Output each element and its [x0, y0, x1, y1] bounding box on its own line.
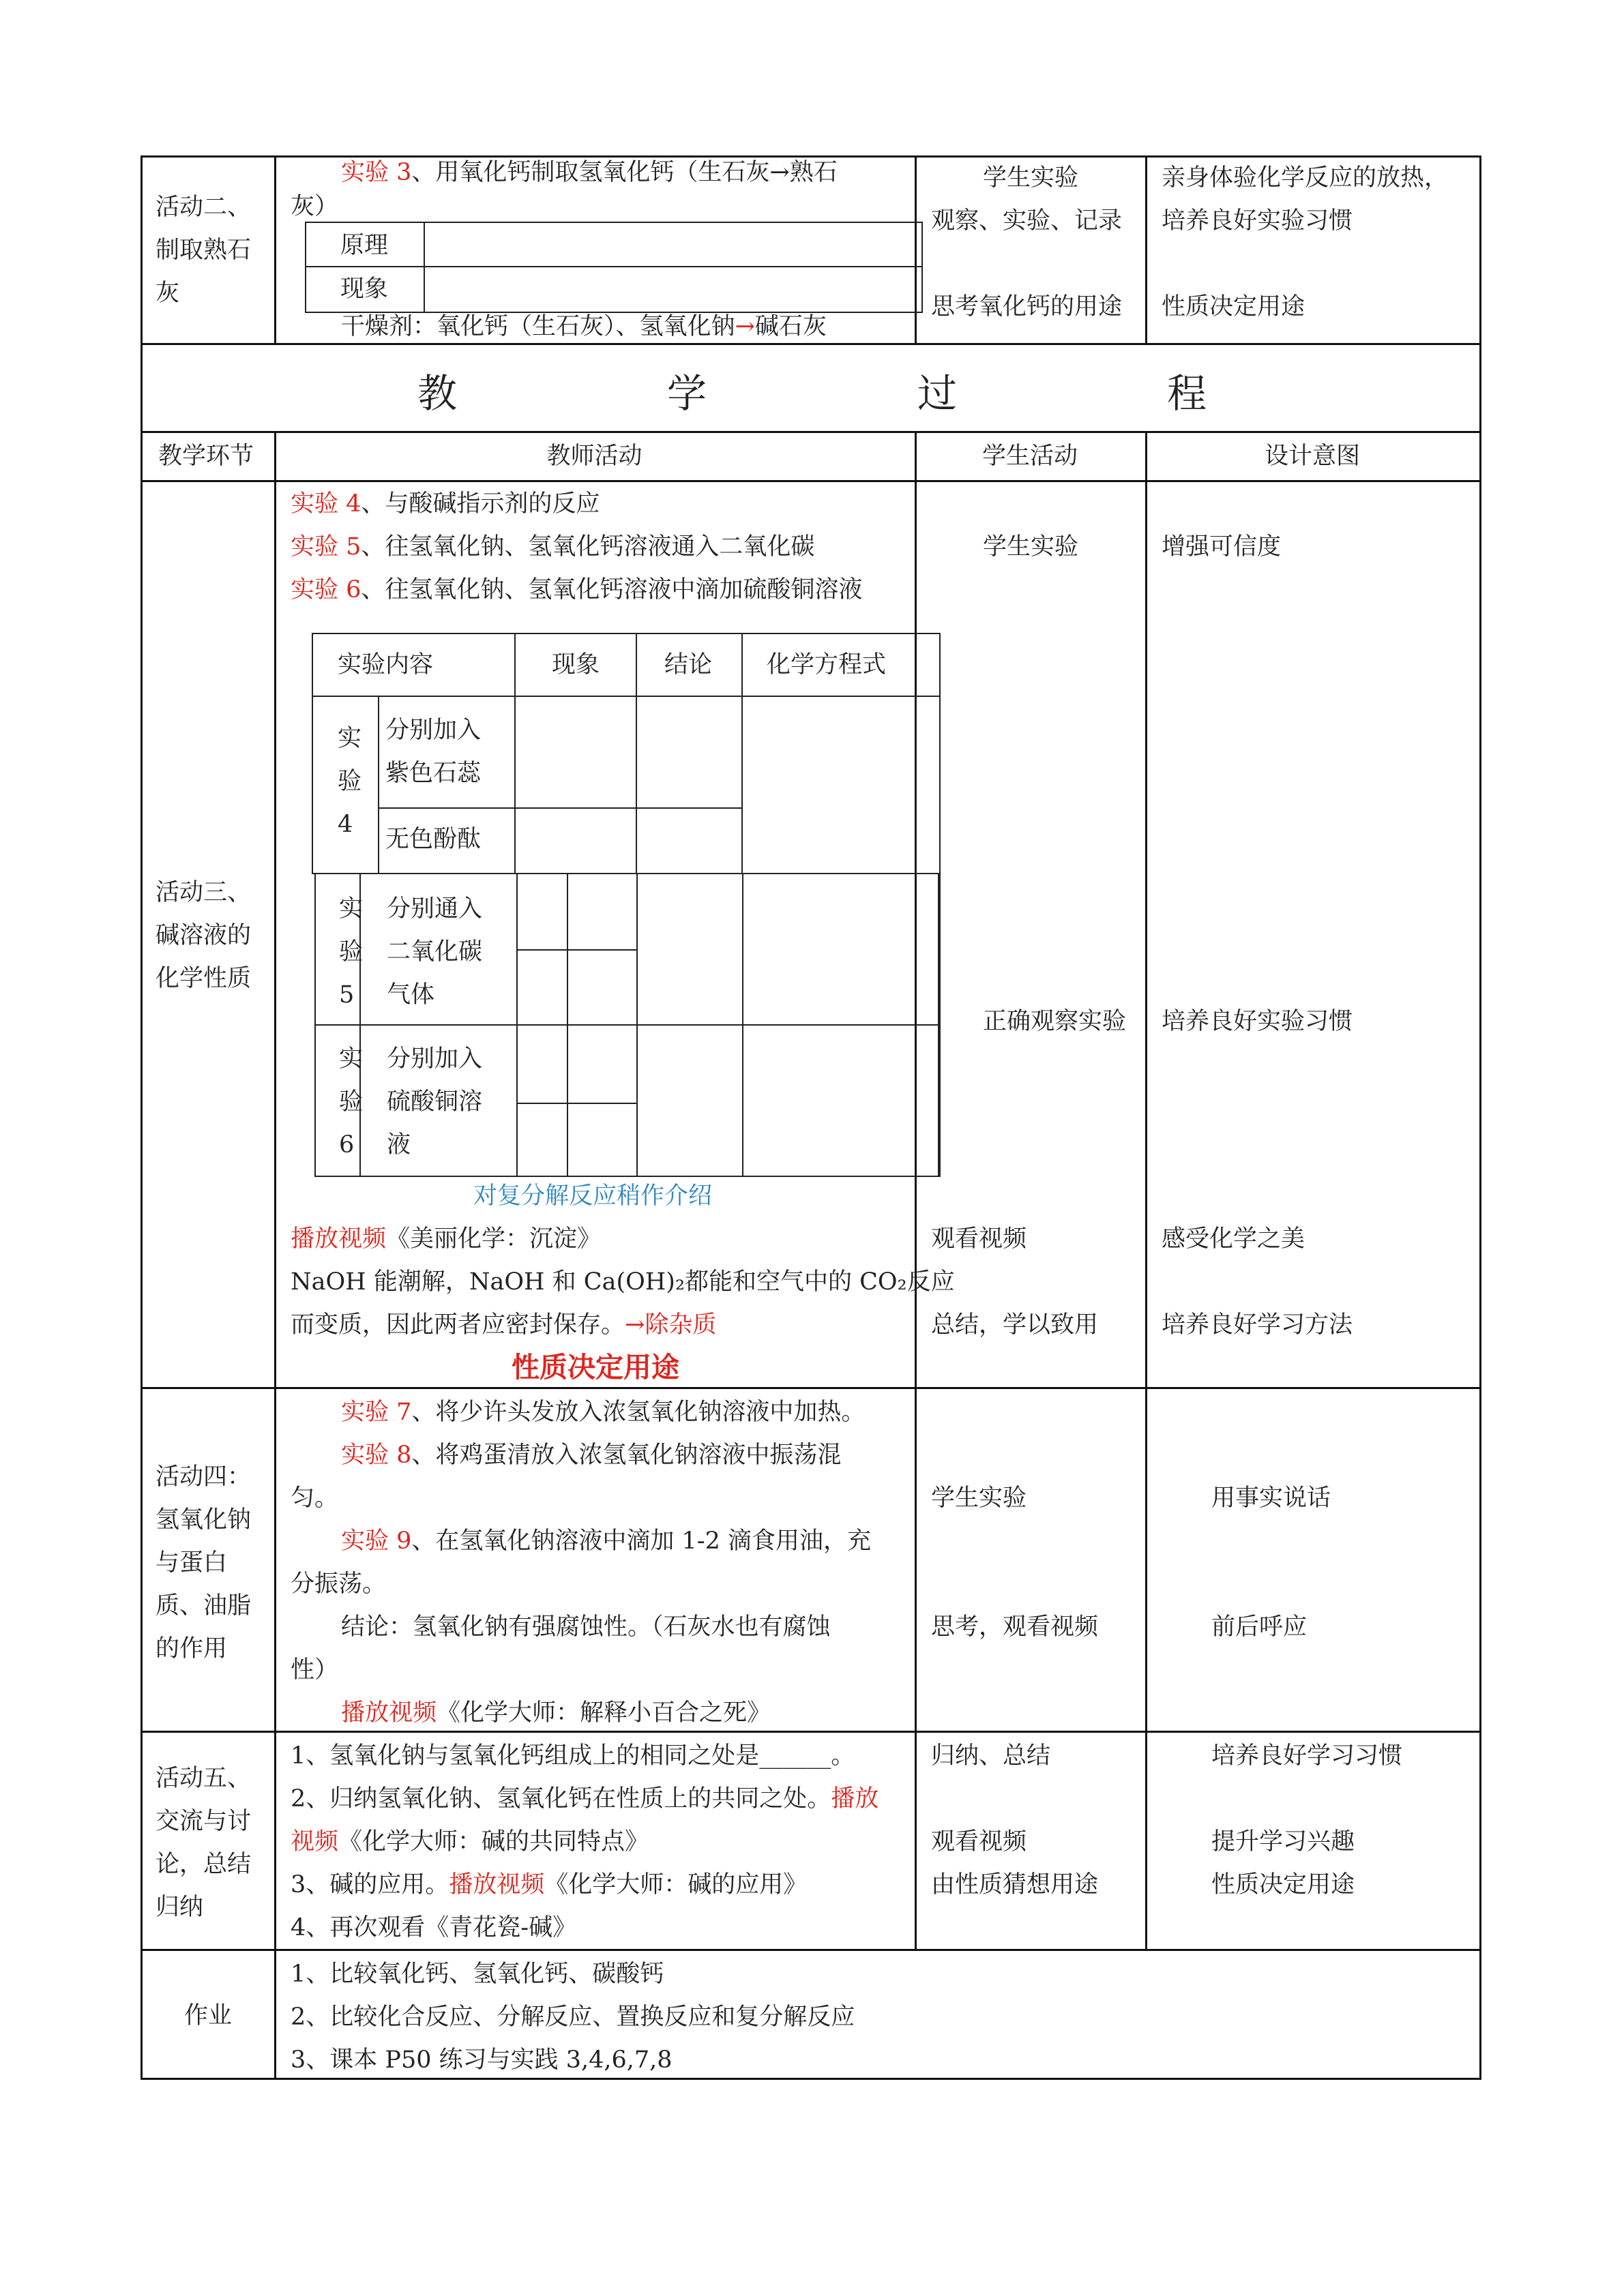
activity5-section-1: 活动五、: [156, 1765, 252, 1792]
activity3-section-3: 化学性质: [156, 965, 252, 992]
activity4-student-2: 思考，观看视频: [931, 1613, 1099, 1641]
activity3-section-2: 碱溶液的: [156, 922, 252, 949]
exp6-label-3: 6: [339, 1131, 355, 1159]
principle-phenomenon-table: [305, 222, 923, 313]
activity4-intent-1: 用事实说话: [1211, 1485, 1331, 1512]
activity4-intent-2: 前后呼应: [1211, 1613, 1308, 1641]
exp4-label-2: 验: [338, 768, 362, 795]
exp4-text: 、与酸碱指示剂的反应: [361, 490, 600, 518]
col-divider-3b: [1145, 431, 1147, 1949]
col-divider-3a: [1145, 155, 1147, 343]
activity2-intent-2: 培养良好实验习惯: [1162, 207, 1353, 235]
naoh-line-2: [291, 1304, 716, 1347]
exp6-text: 、往氢氧化钠、氢氧化钙溶液中滴加硫酸铜溶液: [361, 576, 863, 603]
drying-text: 干燥剂：氧化钙（生石灰）、氢氧化钠: [341, 313, 735, 340]
activity5-intent-2: 提升学习兴趣: [1211, 1828, 1355, 1855]
activity5-section-4: 归纳: [156, 1894, 204, 1921]
drying-arrow: →: [735, 313, 755, 340]
activity3-section-1: 活动三、: [156, 879, 252, 906]
exp5-a-1: 分别通入: [387, 895, 483, 923]
activity5-student-2: 观看视频: [931, 1828, 1027, 1855]
homework-item-2: 2、比较化合反应、分解反应、置换反应和复分解反应: [291, 2003, 855, 2031]
activity2-section-3: 灰: [156, 280, 180, 307]
exp7-line: [341, 1391, 865, 1434]
activity3-intent-3: 感受化学之美: [1162, 1225, 1305, 1253]
exp6-label-1: 实: [339, 1045, 364, 1073]
activity2-section-1: 活动二、: [156, 194, 252, 221]
exp6-a-3: 液: [387, 1131, 411, 1159]
exp6-label-2: 验: [339, 1088, 364, 1116]
activity3-student-3: 观看视频: [931, 1225, 1027, 1253]
exp4-label-1: 实: [338, 725, 362, 752]
activity4-video-title: 《化学大师：解释小百合之死》: [437, 1699, 771, 1727]
drying-agent-line: [341, 305, 827, 348]
exp4-a-1: 分别加入: [385, 717, 482, 744]
activity5-line-2: [291, 1778, 879, 1821]
activity5-line-4: [291, 1864, 807, 1907]
title-char-2: 学: [667, 370, 707, 417]
exp7-text: 、将少许头发放入浓氢氧化钠溶液中加热。: [411, 1399, 866, 1426]
exp4-a-2: 紫色石蕊: [385, 760, 482, 787]
activity5-student-1: 归纳、总结: [931, 1742, 1051, 1770]
property-determines-use: 性质决定用途: [512, 1351, 679, 1384]
activity3-student-4: 总结，学以致用: [931, 1311, 1099, 1339]
activity4-video-line: [341, 1692, 771, 1735]
phenomenon-label: 现象: [340, 275, 389, 303]
activity3-intent-4: 培养良好学习方法: [1162, 1311, 1353, 1339]
activity2-exp3-line2: 灰）: [291, 193, 339, 220]
activity4-section-2: 氢氧化钠: [156, 1506, 252, 1534]
activity3-video-title: 《美丽化学：沉淀》: [386, 1225, 602, 1253]
header-intent: 设计意图: [1264, 443, 1360, 470]
rule-after-activity3: [141, 1387, 1481, 1389]
col-divider-1a: [274, 155, 276, 343]
title-char-1: 教: [417, 370, 458, 417]
table-header-content: 实验内容: [338, 651, 434, 679]
exp9-line: [341, 1520, 871, 1563]
exp9-label: 实验 9: [341, 1527, 412, 1555]
activity5-line-4-text2: 《化学大师：碱的应用》: [544, 1871, 808, 1898]
title-char-3: 过: [917, 370, 958, 417]
activity5-student-3: 由性质猜想用途: [931, 1871, 1099, 1898]
activity2-intent-3: 性质决定用途: [1162, 293, 1305, 320]
activity5-line-4-text: 3、碱的应用。: [291, 1871, 449, 1898]
exp3-label: 实验 3: [341, 159, 412, 186]
naoh-line-1: NaOH 能潮解，NaOH 和 Ca(OH)₂都能和空气中的 CO₂反应: [291, 1268, 955, 1296]
activity4-video-label: 播放视频: [341, 1699, 437, 1727]
activity3-intent-2: 培养良好实验习惯: [1162, 1008, 1353, 1035]
exp5-label-2: 验: [339, 938, 364, 966]
activity5-section-2: 交流与讨: [156, 1808, 252, 1835]
rule-right: [1479, 155, 1481, 2080]
activity4-conclusion-cont: 性）: [291, 1656, 339, 1684]
rule-after-title: [141, 431, 1481, 433]
activity4-conclusion: 结论：氢氧化钠有强腐蚀性。（石灰水也有腐蚀: [341, 1613, 831, 1641]
activity5-intent-1: 培养良好学习习惯: [1211, 1742, 1403, 1770]
activity5-line-4-red: 播放视频: [449, 1871, 545, 1898]
exp3-text: 、用氧化钙制取氢氧化钙（生石灰→熟石: [411, 159, 838, 186]
exp8-cont: 匀。: [291, 1485, 339, 1512]
activity3-video-label: 播放视频: [291, 1225, 387, 1253]
activity5-line-2-red: 播放: [831, 1785, 879, 1813]
activity3-student-2: 正确观察实验: [983, 1008, 1127, 1035]
exp4-label: 实验 4: [291, 490, 361, 518]
title-char-4: 程: [1167, 370, 1207, 417]
exp6-a-2: 硫酸铜溶: [387, 1088, 483, 1116]
homework-item-3: 3、课本 P50 练习与实践 3,4,6,7,8: [291, 2046, 673, 2074]
activity5-line-2-text: 2、归纳氢氧化钠、氢氧化钙在性质上的共同之处。: [291, 1785, 831, 1813]
activity2-student-1: 学生实验: [983, 164, 1079, 192]
exp4-b: 无色酚酞: [385, 826, 482, 853]
activity4-section-5: 的作用: [156, 1635, 228, 1663]
experiment-table-bottom: [314, 873, 941, 1177]
activity5-line-3: [291, 1821, 649, 1864]
naoh-arrow: →除杂质: [625, 1311, 717, 1339]
naoh-line-2-text: 而变质，因此两者应密封保存。: [291, 1311, 625, 1339]
activity5-line-3-red: 视频: [291, 1828, 339, 1855]
header-teacher: 教师活动: [546, 443, 643, 470]
activity2-student-2: 观察、实验、记录: [931, 207, 1123, 235]
exp5-label-3: 5: [339, 981, 355, 1009]
activity5-line-5: 4、再次观看《青花瓷-碱》: [291, 1914, 577, 1941]
rule-left: [141, 155, 143, 2080]
activity3-video-line: [291, 1218, 601, 1261]
exp6-a-1: 分别加入: [387, 1045, 483, 1073]
activity2-exp3-line: [341, 151, 838, 194]
activity4-section-3: 与蛋白: [156, 1549, 228, 1577]
activity3-intent-1: 增强可信度: [1162, 533, 1282, 561]
exp4-label-3: 4: [338, 811, 353, 838]
exp5-text: 、往氢氧化钠、氢氧化钙溶液通入二氧化碳: [361, 533, 815, 561]
activity3-student-1: 学生实验: [983, 533, 1079, 561]
exp9-cont: 分振荡。: [291, 1570, 387, 1598]
header-stage: 教学环节: [158, 443, 254, 470]
exp5-label-1: 实: [339, 895, 364, 923]
exp8-label: 实验 8: [341, 1442, 412, 1469]
experiment-table-top: [312, 633, 941, 874]
rule-after-headers: [141, 480, 1481, 482]
double-decomposition-note: 对复分解反应稍作介绍: [473, 1182, 713, 1210]
activity2-intent-1: 亲身体验化学反应的放热，: [1162, 164, 1449, 192]
exp5-label: 实验 5: [291, 533, 361, 561]
exp6-line: [291, 569, 862, 612]
exp8-line: [341, 1434, 841, 1477]
activity2-student-3: 思考氧化钙的用途: [931, 293, 1123, 320]
activity4-section-4: 质、油脂: [156, 1592, 252, 1620]
activity5-section-3: 论，总结: [156, 1851, 252, 1878]
activity4-student-1: 学生实验: [931, 1485, 1027, 1512]
exp8-text: 、将鸡蛋清放入浓氢氧化钠溶液中振荡混: [411, 1442, 842, 1469]
exp5-a-3: 气体: [387, 981, 435, 1009]
exp9-text: 、在氢氧化钠溶液中滴加 1-2 滴食用油，充: [411, 1527, 872, 1555]
activity4-section-1: 活动四：: [156, 1463, 252, 1491]
principle-label: 原理: [340, 232, 389, 259]
header-student: 学生活动: [981, 443, 1078, 470]
exp4-line: [291, 483, 600, 526]
activity5-intent-3: 性质决定用途: [1211, 1871, 1355, 1898]
homework-section: 作业: [184, 2002, 233, 2029]
exp5-a-2: 二氧化碳: [387, 938, 483, 966]
exp6-label: 实验 6: [291, 576, 361, 603]
activity5-line-3-text: 《化学大师：碱的共同特点》: [338, 1828, 649, 1855]
table-header-phenomenon: 现象: [552, 651, 600, 679]
activity5-line-1: 1、氢氧化钠与氢氧化钙组成上的相同之处是______。: [291, 1742, 855, 1770]
exp7-label: 实验 7: [341, 1399, 412, 1426]
activity2-section-2: 制取熟石: [156, 237, 252, 264]
table-header-equation: 化学方程式: [767, 651, 887, 679]
col-divider-1b: [274, 431, 276, 2080]
homework-item-1: 1、比较氧化钙、氢氧化钙、碳酸钙: [291, 1960, 664, 1988]
exp5-line: [291, 526, 814, 569]
drying-result: 碱石灰: [754, 313, 827, 340]
table-header-conclusion: 结论: [664, 651, 713, 679]
